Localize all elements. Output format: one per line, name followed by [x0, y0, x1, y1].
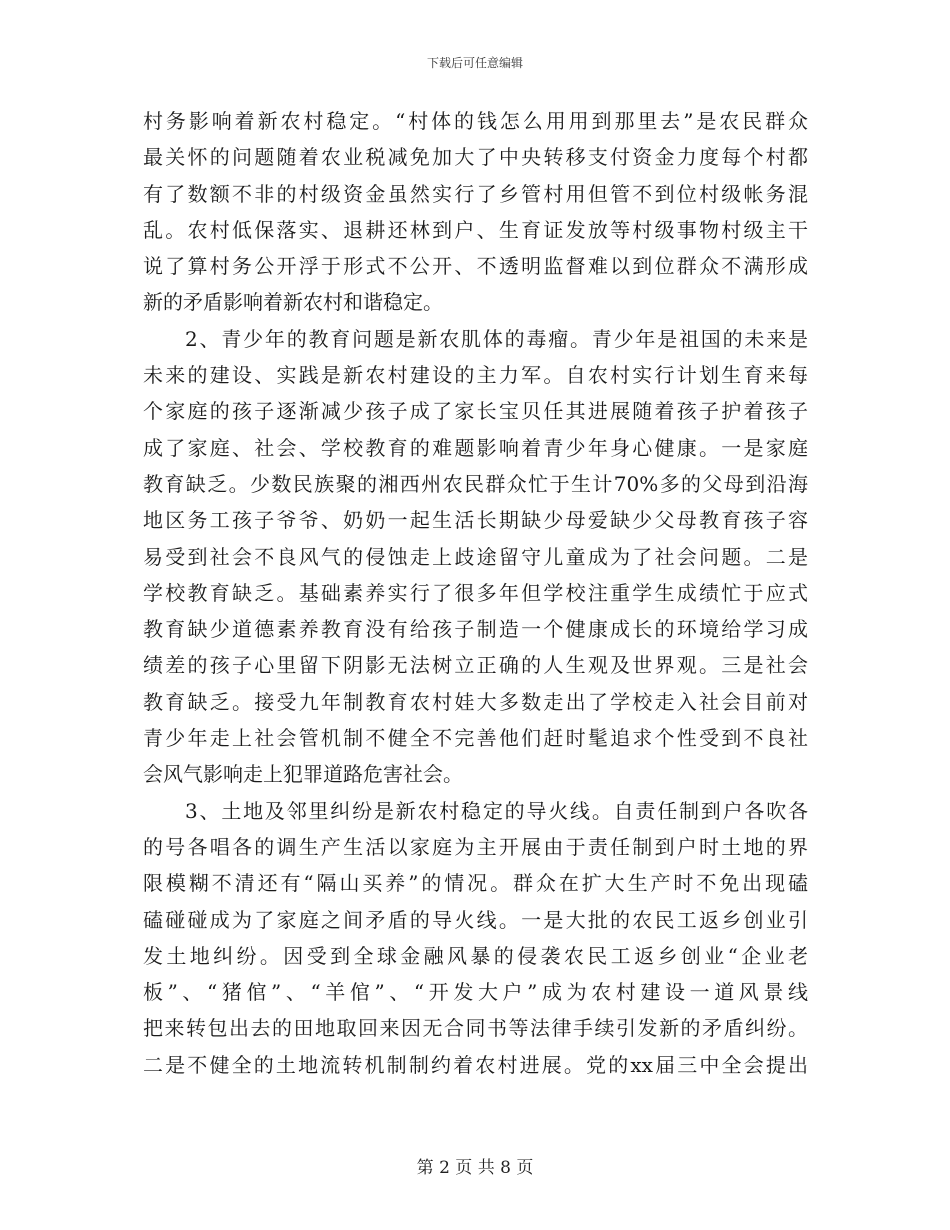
text-line: 3、土地及邻里纠纷是新农村稳定的导火线。自责任制到户各吹各: [185, 798, 808, 823]
text-line: 地区务工孩子爷爷、奶奶一起生活长期缺少母爱缺少父母教育孩子容: [143, 508, 808, 533]
text-line: 发土地纠纷。因受到全球金融风暴的侵袭农民工返乡创业“企业老: [143, 943, 808, 968]
document-body: [143, 103, 808, 1083]
page-header: 下载后可任意编辑: [426, 56, 523, 70]
text-line: 会风气影响走上犯罪道路危害社会。: [143, 762, 463, 787]
text-line: 成了家庭、社会、学校教育的难题影响着青少年身心健康。一是家庭: [143, 435, 808, 460]
text-line: 青少年走上社会管机制不健全不完善他们赶时髦追求个性受到不良社: [143, 726, 808, 751]
text-line: 有了数额不非的村级资金虽然实行了乡管村用但管不到位村级帐务混: [143, 181, 808, 206]
text-line: 绩差的孩子心里留下阴影无法树立正确的人生观及世界观。三是社会: [143, 653, 808, 678]
text-line: 新的矛盾影响着新农村和谐稳定。: [143, 290, 443, 315]
text-line: 未来的建设、实践是新农村建设的主力军。自农村实行计划生育来每: [143, 363, 808, 388]
text-line: 教育缺乏。少数民族聚的湘西州农民群众忙于生计70%多的父母到沿海: [143, 471, 808, 496]
text-line: 限模糊不清还有“隔山买养”的情况。群众在扩大生产时不免出现磕: [143, 871, 808, 896]
text-line: 村务影响着新农村稳定。“村体的钱怎么用用到那里去”是农民群众: [143, 109, 808, 133]
text-line: 的号各唱各的调生产生活以家庭为主开展由于责任制到户时土地的界: [143, 834, 808, 859]
text-line: 板”、“猪倌”、“羊倌”、“开发大户”成为农村建设一道风景线: [143, 980, 808, 1005]
text-line: 易受到社会不良风气的侵蚀走上歧途留守儿童成为了社会问题。二是: [143, 544, 808, 569]
text-line: 教育缺乏。接受九年制教育农村娃大多数走出了学校走入社会目前对: [143, 689, 808, 714]
text-line: 教育缺少道德素养教育没有给孩子制造一个健康成长的环境给学习成: [143, 617, 808, 642]
text-line: 说了算村务公开浮于形式不公开、不透明监督难以到位群众不满形成: [143, 254, 808, 279]
page-footer: 第 2 页 共 8 页: [416, 1158, 534, 1178]
text-line: 乱。农村低保落实、退耕还林到户、生育证发放等村级事物村级主干: [143, 217, 808, 242]
text-line: 个家庭的孩子逐渐减少孩子成了家长宝贝任其进展随着孩子护着孩子: [143, 399, 808, 424]
text-line: 磕碰碰成为了家庭之间矛盾的导火线。一是大批的农民工返乡创业引: [143, 907, 808, 932]
text-line: 把来转包出去的田地取回来因无合同书等法律手续引发新的矛盾纠纷。: [143, 1016, 808, 1041]
text-line: 二是不健全的土地流转机制制约着农村进展。党的xx届三中全会提出: [143, 1052, 808, 1077]
text-line: 学校教育缺乏。基础素养实行了很多年但学校注重学生成绩忙于应式: [143, 580, 808, 605]
text-line: 最关怀的问题随着农业税减免加大了中央转移支付资金力度每个村都: [143, 145, 808, 170]
text-line: 2、青少年的教育问题是新农肌体的毒瘤。青少年是祖国的未来是: [185, 326, 808, 351]
